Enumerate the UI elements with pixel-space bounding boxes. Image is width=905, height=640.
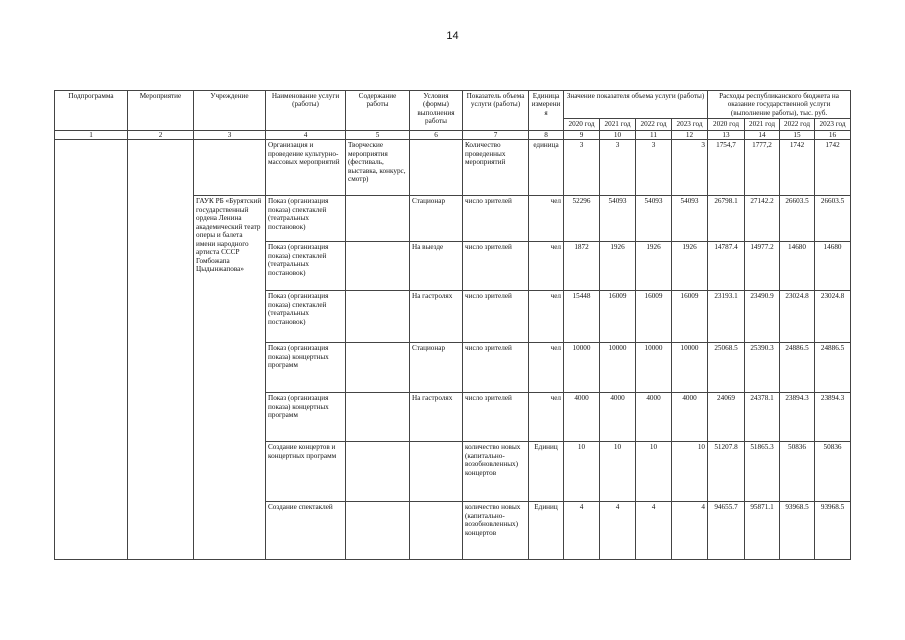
expense-cell: 93968.5 [780,502,815,560]
header-institution: Учреждение [194,91,266,131]
volume-cell: 1926 [636,242,672,291]
indicator-cell: число зрителей [463,196,529,242]
expense-cell: 95871.1 [745,502,780,560]
expense-cell: 50836 [815,442,851,502]
table-row [55,140,851,196]
volume-cell: 10000 [564,343,600,393]
expense-cell: 50836 [780,442,815,502]
service-cell: Организация и проведение культурно-массовых мероприятий [266,140,346,196]
volume-cell: 10000 [600,343,636,393]
expense-cell: 1742 [780,140,815,196]
column-number: 10 [600,130,636,139]
expense-cell: 24069 [708,393,745,442]
header-subprogram: Подпрограмма [55,91,128,131]
unit-cell: чел [529,242,564,291]
event-cell [128,140,194,560]
header-indicator: Показатель объема услуги (работы) [463,91,529,131]
volume-cell: 10000 [672,343,708,393]
volume-cell: 3 [636,140,672,196]
volume-cell: 15448 [564,291,600,343]
column-number: 2 [128,130,194,139]
expense-cell: 24378.1 [745,393,780,442]
services-table [54,90,851,560]
header-year: 2023 год [672,119,708,130]
page-number: 14 [446,30,459,42]
column-number-row [55,130,851,139]
service-cell: Показ (организация показа) спектаклей (театральных постановок) [266,242,346,291]
expense-cell: 14680 [815,242,851,291]
expense-cell: 24886.5 [815,343,851,393]
indicator-cell: число зрителей [463,242,529,291]
service-cell: Показ (организация показа) концертных программ [266,393,346,442]
expense-cell: 25068.5 [708,343,745,393]
volume-cell: 54093 [600,196,636,242]
expense-cell: 27142.2 [745,196,780,242]
column-number: 14 [745,130,780,139]
indicator-cell: Количество проведенных мероприятий [463,140,529,196]
header-year: 2022 год [780,119,815,130]
volume-cell: 10 [564,442,600,502]
column-number: 4 [266,130,346,139]
volume-cell: 3 [672,140,708,196]
content-cell: Творческие мероприятия (фестиваль, выставка, конкурс, смотр) [346,140,410,196]
volume-cell: 4 [636,502,672,560]
unit-cell: чел [529,196,564,242]
expense-cell: 23894.3 [815,393,851,442]
header-year: 2022 год [636,119,672,130]
expense-cell: 1742 [815,140,851,196]
column-number: 11 [636,130,672,139]
header-year: 2020 год [708,119,745,130]
conditions-cell: Стационар [410,343,463,393]
institution-cell-empty [194,140,266,196]
unit-cell: Единиц [529,502,564,560]
header-row [55,91,851,119]
header-event: Мероприятие [128,91,194,131]
volume-cell: 4 [672,502,708,560]
content-cell [346,343,410,393]
header-year: 2023 год [815,119,851,130]
content-cell [346,442,410,502]
conditions-cell [410,502,463,560]
column-number: 9 [564,130,600,139]
conditions-cell [410,442,463,502]
volume-cell: 4 [564,502,600,560]
expense-cell: 93968.5 [815,502,851,560]
content-cell [346,393,410,442]
header-content: Содержание работы [346,91,410,131]
indicator-cell: число зрителей [463,393,529,442]
header-year: 2021 год [745,119,780,130]
service-cell: Показ (организация показа) концертных программ [266,343,346,393]
column-number: 3 [194,130,266,139]
header-volume-group: Значение показателя объема услуги (работы) [564,91,708,119]
expense-cell: 23193.1 [708,291,745,343]
expense-cell: 24886.5 [780,343,815,393]
expense-cell: 1754,7 [708,140,745,196]
column-number: 5 [346,130,410,139]
expense-cell: 51207.8 [708,442,745,502]
volume-cell: 1926 [600,242,636,291]
column-number: 12 [672,130,708,139]
content-cell [346,196,410,242]
expense-cell: 25390.3 [745,343,780,393]
volume-cell: 4 [600,502,636,560]
expense-cell: 23024.8 [780,291,815,343]
header-year: 2020 год [564,119,600,130]
expense-cell: 23894.3 [780,393,815,442]
column-number: 8 [529,130,564,139]
content-cell [346,502,410,560]
volume-cell: 1926 [672,242,708,291]
expense-cell: 14977.2 [745,242,780,291]
volume-cell: 4000 [672,393,708,442]
volume-cell: 4000 [564,393,600,442]
conditions-cell: На гастролях [410,393,463,442]
header-service-name: Наименование услуги (работы) [266,91,346,131]
volume-cell: 16009 [672,291,708,343]
conditions-cell: Стационар [410,196,463,242]
volume-cell: 52296 [564,196,600,242]
column-number: 6 [410,130,463,139]
institution-cell: ГАУК РБ «Бурятский государственный ордена Ленина академический театр оперы и балета имени народного артиста СССР Гомбожапа Цыдынжапова» [194,196,266,560]
service-cell: Создание спектаклей [266,502,346,560]
volume-cell: 3 [600,140,636,196]
column-number: 16 [815,130,851,139]
column-number: 15 [780,130,815,139]
indicator-cell: количество новых (капитально-возобновленных) концертов [463,502,529,560]
volume-cell: 10 [636,442,672,502]
conditions-cell: На выезде [410,242,463,291]
indicator-cell: число зрителей [463,291,529,343]
expense-cell: 14680 [780,242,815,291]
volume-cell: 10 [672,442,708,502]
volume-cell: 3 [564,140,600,196]
volume-cell: 16009 [600,291,636,343]
expense-cell: 23490.9 [745,291,780,343]
volume-cell: 10000 [636,343,672,393]
header-year: 2021 год [600,119,636,130]
unit-cell: чел [529,343,564,393]
indicator-cell: число зрителей [463,343,529,393]
content-cell [346,242,410,291]
expense-cell: 26798.1 [708,196,745,242]
volume-cell: 4000 [636,393,672,442]
subprogram-cell [55,140,128,560]
header-expense-group: Расходы республиканского бюджета на оказание государственной услуги (выполнение работы), тыс. руб. [708,91,851,119]
volume-cell: 4000 [600,393,636,442]
conditions-cell: На гастролях [410,291,463,343]
volume-cell: 1872 [564,242,600,291]
expense-cell: 14787.4 [708,242,745,291]
header-unit: Единица измерения [529,91,564,131]
header-conditions: Условия (формы) выполнения работы [410,91,463,131]
expense-cell: 94655.7 [708,502,745,560]
expense-cell: 26603.5 [780,196,815,242]
expense-cell: 51865.3 [745,442,780,502]
indicator-cell: количество новых (капитально-возобновленных) концертов [463,442,529,502]
service-cell: Создание концертов и концертных программ [266,442,346,502]
volume-cell: 54093 [636,196,672,242]
service-cell: Показ (организация показа) спектаклей (театральных постановок) [266,291,346,343]
volume-cell: 54093 [672,196,708,242]
conditions-cell [410,140,463,196]
unit-cell: чел [529,291,564,343]
expense-cell: 23024.8 [815,291,851,343]
volume-cell: 10 [600,442,636,502]
unit-cell: Единиц [529,442,564,502]
expense-cell: 1777,2 [745,140,780,196]
content-cell [346,291,410,343]
column-number: 1 [55,130,128,139]
unit-cell: единица [529,140,564,196]
volume-cell: 16009 [636,291,672,343]
service-cell: Показ (организация показа) спектаклей (театральных постановок) [266,196,346,242]
expense-cell: 26603.5 [815,196,851,242]
column-number: 7 [463,130,529,139]
unit-cell: чел [529,393,564,442]
column-number: 13 [708,130,745,139]
